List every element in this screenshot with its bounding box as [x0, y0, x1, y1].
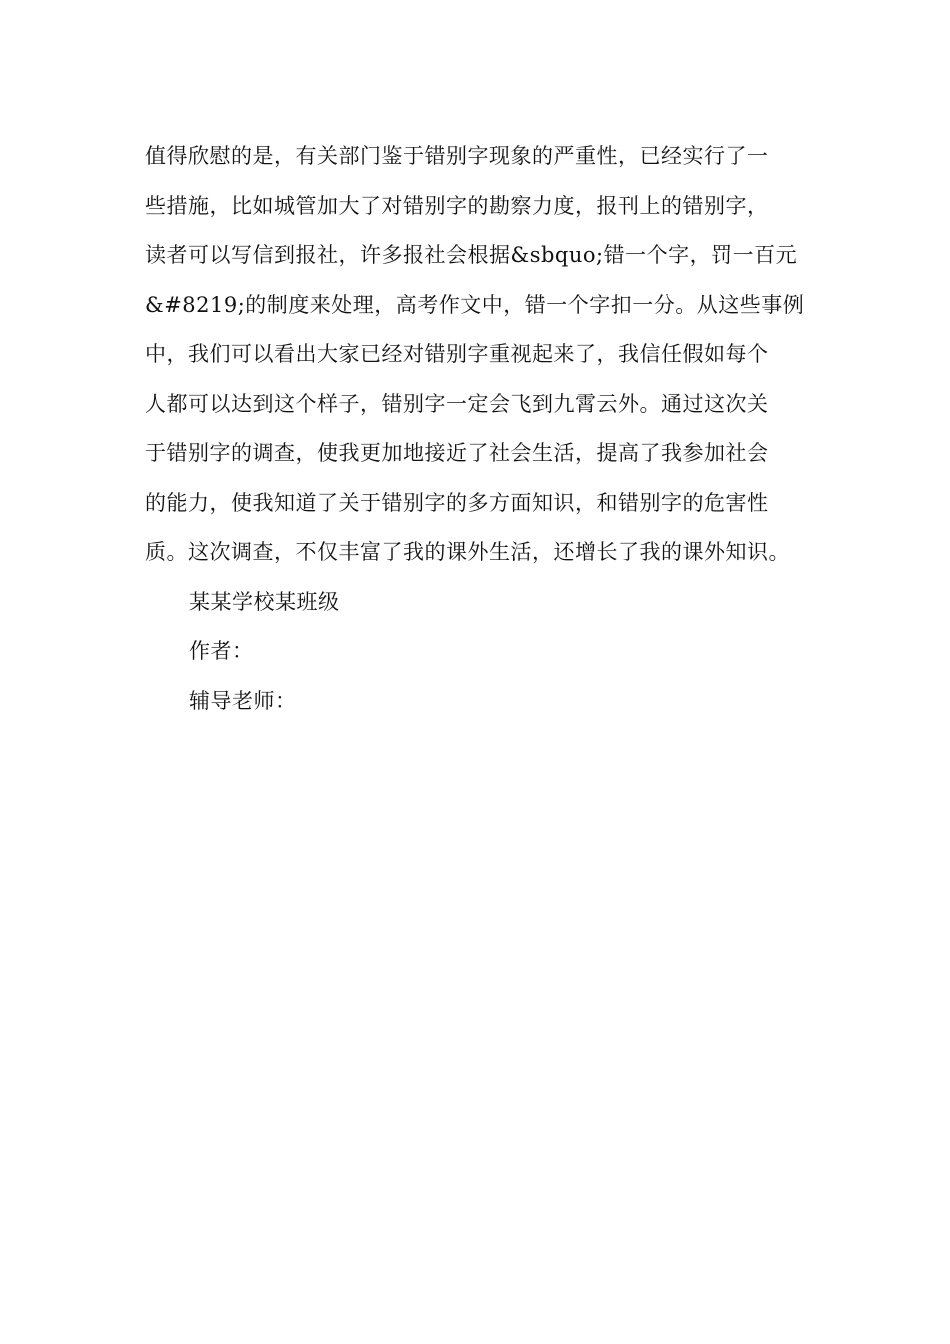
paragraph-line: 的能力，使我知道了关于错别字的多方面知识，和错别字的危害性 — [145, 490, 769, 515]
paragraph-line: 些措施，比如城管加大了对错别字的勘察力度，报刊上的错别字， — [145, 193, 769, 218]
paragraph-line: 读者可以写信到报社，许多报社会根据&sbquo;错一个字，罚一百元 — [145, 243, 798, 267]
document-body — [145, 132, 810, 726]
school-class-line: 某某学校某班级 — [189, 589, 340, 614]
paragraph-line: 质。这次调查，不仅丰富了我的课外生活，还增长了我的课外知识。 — [145, 540, 790, 564]
paragraph-line: 人都可以达到这个样子，错别字一定会飞到九霄云外。通过这次关 — [145, 391, 769, 416]
author-line: 作者： — [189, 639, 254, 663]
paragraph-line: 于错别字的调查，使我更加地接近了社会生活，提高了我参加社会 — [145, 441, 769, 465]
report-paragraph — [145, 132, 810, 578]
advisor-line: 辅导老师： — [189, 688, 297, 713]
paragraph-line: &#8219;的制度来处理，高考作文中，错一个字扣一分。从这些事例 — [145, 292, 805, 317]
signature-block — [145, 578, 810, 727]
paragraph-line: 中，我们可以看出大家已经对错别字重视起来了，我信任假如每个 — [145, 342, 769, 366]
paragraph-line: 值得欣慰的是，有关部门鉴于错别字现象的严重性，已经实行了一 — [145, 144, 769, 168]
